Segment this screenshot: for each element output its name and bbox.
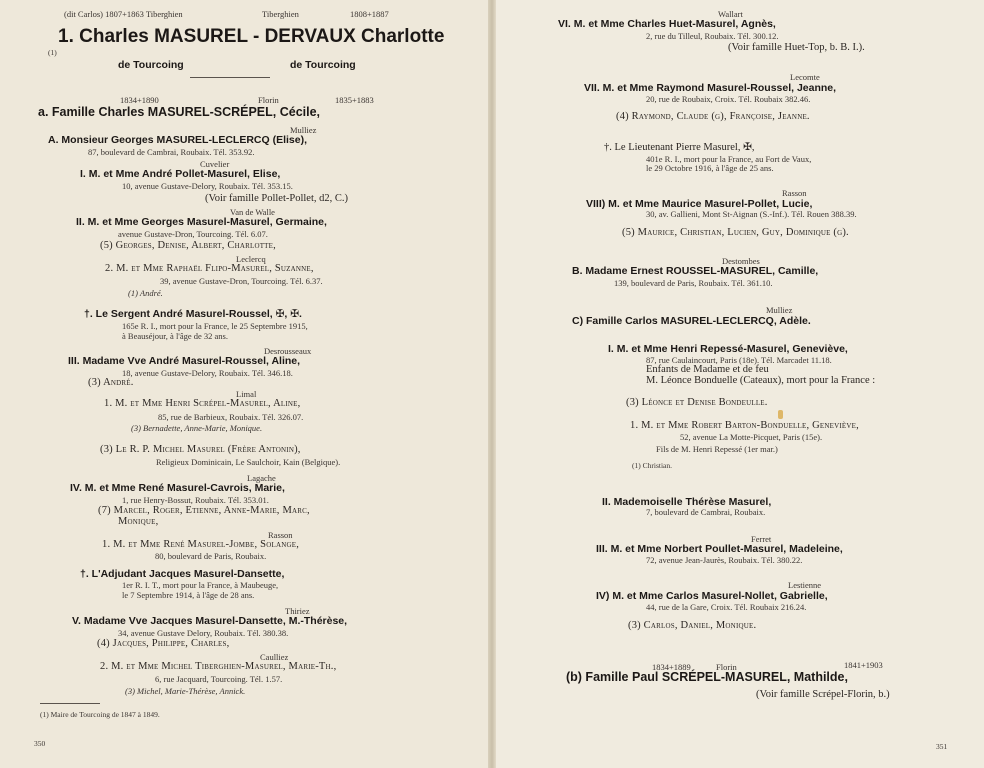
entry-address: 20, rue de Roubaix, Croix. Tél. Roubaix 382.46.	[646, 94, 811, 104]
title-rule	[190, 77, 270, 78]
death-note: le 7 Septembre 1914, à l'âge de 28 ans.	[122, 590, 255, 600]
entry-address: Religieux Dominicain, Le Saulchoir, Kain (Belgique).	[156, 457, 341, 467]
family-a-years: 1834+1890	[120, 95, 159, 105]
family-b-heading: (b) Famille Paul SCRÉPEL-MASUREL, Mathilde,	[566, 670, 848, 684]
family-a-heading: a. Famille Charles MASUREL-SCRÉPEL, Cécile,	[38, 105, 321, 119]
entry-heading: VII. M. et Mme Raymond Masurel-Roussel, Jeanne,	[584, 82, 837, 94]
maiden-name: Rasson	[268, 530, 293, 540]
footnote-rule	[40, 703, 100, 704]
children-list: (7) Marcel, Roger, Etienne, Anne-Marie, Marc,	[98, 505, 310, 516]
maiden-name: Desrousseaux	[264, 346, 312, 356]
maiden-name: Lagache	[247, 473, 276, 483]
entry-address: 87, rue Caulaincourt, Paris (18e). Tél. Marcadet 11.18.	[646, 355, 832, 365]
entry-address: 6, rue Jacquard, Tourcoing. Tél. 1.57.	[155, 674, 283, 684]
maiden-name: Destombes	[722, 256, 760, 266]
children-list: (3) Bernadette, Anne-Marie, Monique.	[131, 423, 263, 433]
entry-address: avenue Gustave-Dron, Tourcoing. Tél. 6.07.	[118, 229, 268, 239]
ink-stain	[778, 410, 783, 419]
death-note: 401e R. I., mort pour la France, au Fort de Vaux,	[646, 154, 812, 164]
maiden-name: Caulliez	[260, 652, 289, 662]
children-list: (3) Carlos, Daniel, Monique.	[628, 620, 757, 631]
origin-left: de Tourcoing	[118, 59, 184, 71]
family-a-years-2: 1835+1883	[335, 95, 374, 105]
maiden-name: Van de Walle	[230, 207, 275, 217]
maiden-name: Ferret	[751, 534, 772, 544]
entry-address: 7, boulevard de Cambrai, Roubaix.	[646, 507, 766, 517]
entry-heading: 1. M. et Mme René Masurel-Jombe, Solange,	[102, 539, 300, 550]
cross-reference: (Voir famille Huet-Top, b. B. I.).	[728, 42, 865, 53]
footnote: (1) Maire de Tourcoing de 1847 à 1849.	[40, 710, 160, 719]
page-number: 351	[936, 742, 948, 751]
entry-heading: †. L'Adjudant Jacques Masurel-Dansette,	[80, 568, 285, 580]
family-b-years-2: 1841+1903	[844, 660, 883, 670]
family-b-maiden: Florin	[716, 662, 737, 672]
children-list: (5) Georges, Denise, Albert, Charlotte,	[100, 240, 276, 251]
entry-address: 34, avenue Gustave Delory, Roubaix. Tél. 380.38.	[118, 628, 289, 638]
children-list: (3) Léonce et Denise Bondeulle.	[626, 397, 768, 408]
cross-reference: (Voir famille Pollet-Pollet, d2, C.)	[205, 193, 349, 204]
note-line: Enfants de Madame et de feu	[646, 364, 769, 375]
children-list: (5) Maurice, Christian, Lucien, Guy, Dominique (g).	[622, 227, 849, 238]
children-list: (1) Christian.	[632, 461, 672, 470]
maiden-name: Thiriez	[285, 606, 310, 616]
entry-address: 139, boulevard de Paris, Roubaix. Tél. 361.10.	[614, 278, 773, 288]
maiden-name: Mulliez	[766, 305, 793, 315]
note-line: M. Léonce Bonduelle (Cateaux), mort pour la France :	[646, 375, 876, 386]
family-b-years: 1834+1889	[652, 662, 691, 672]
entry-heading: 2. M. et Mme Michel Tiberghien-Masurel, Marie-Th.,	[100, 661, 337, 672]
note-line: Fils de M. Henri Repessé (1er mar.)	[656, 444, 778, 454]
book-gutter	[488, 0, 496, 768]
header-years-left: (dit Carlos) 1807+1863 Tiberghien	[64, 9, 183, 19]
entry-address: 85, rue de Barbieux, Roubaix. Tél. 326.07.	[158, 412, 304, 422]
entry-address: 39, avenue Gustave-Dron, Tourcoing. Tél. 6.37.	[160, 276, 323, 286]
left-page	[0, 0, 490, 768]
entry-address: 18, avenue Gustave-Delory, Roubaix. Tél. 346.18.	[122, 368, 293, 378]
entry-heading: VIII) M. et Mme Maurice Masurel-Pollet, Lucie,	[586, 198, 813, 210]
page-number: 350	[34, 739, 46, 748]
entry-address: 10, avenue Gustave-Delory, Roubaix. Tél. 353.15.	[122, 181, 293, 191]
entry-heading: 1. M. et Mme Henri Scrépel-Masurel, Aline,	[104, 398, 301, 409]
maiden-name: Lecomte	[790, 72, 820, 82]
entry-heading: †. Le Lieutenant Pierre Masurel, ✠,	[604, 142, 755, 153]
maiden-name: Mulliez	[290, 125, 317, 135]
entry-heading: I. M. et Mme Henri Repessé-Masurel, Geneviève,	[608, 343, 848, 355]
right-page	[490, 0, 984, 768]
entry-heading: (3) Le R. P. Michel Masurel (Frère Antonin),	[100, 444, 301, 455]
entry-heading: IV. M. et Mme René Masurel-Cavrois, Marie,	[70, 482, 285, 494]
children-list: (1) André.	[128, 288, 163, 298]
death-note: le 29 Octobre 1916, à l'âge de 25 ans.	[646, 163, 774, 173]
entry-heading: 1. M. et Mme Robert Barton-Bonduelle, Geneviève,	[630, 420, 859, 431]
entry-address: 30, av. Gallieni, Mont St-Aignan (S.-Inf.). Tél. Rouen 388.39.	[646, 209, 857, 219]
entry-address: 44, rue de la Gare, Croix. Tél. Roubaix 216.24.	[646, 602, 807, 612]
entry-heading: B. Madame Ernest ROUSSEL-MASUREL, Camille,	[572, 265, 819, 277]
page-title: 1. Charles MASUREL - DERVAUX Charlotte	[58, 26, 445, 47]
entry-heading: III. Madame Vve André Masurel-Roussel, Aline,	[68, 355, 301, 367]
children-list: (4) Jacques, Philippe, Charles,	[97, 638, 230, 649]
children-list: (4) Raymond, Claude (g), Françoise, Jeanne.	[616, 111, 810, 122]
maiden-name: Leclercq	[236, 254, 266, 264]
children-list: (3) André.	[88, 377, 134, 388]
entry-heading: II. M. et Mme Georges Masurel-Masurel, Germaine,	[76, 216, 327, 228]
entry-heading: 2. M. et Mme Raphaël Flipo-Masurel, Suzanne,	[105, 263, 314, 274]
family-a-maiden: Florin	[258, 95, 279, 105]
entry-heading: C) Famille Carlos MASUREL-LECLERCQ, Adèle.	[572, 315, 811, 327]
maiden-name: Lestienne	[788, 580, 822, 590]
death-note: 165e R. I., mort pour la France, le 25 Septembre 1915,	[122, 321, 308, 331]
header-years-right: 1808+1887	[350, 9, 389, 19]
maiden-name: Wallart	[718, 9, 743, 19]
entry-heading: V. Madame Vve Jacques Masurel-Dansette, M.-Thérèse,	[72, 615, 348, 627]
death-note: à Beauséjour, à l'âge de 32 ans.	[122, 331, 228, 341]
title-note: (1)	[48, 48, 57, 57]
cross-reference: (Voir famille Scrépel-Florin, b.)	[756, 689, 890, 700]
entry-address: 52, avenue La Motte-Picquet, Paris (15e).	[680, 432, 823, 442]
maiden-name: Cuvelier	[200, 159, 230, 169]
entry-heading: III. M. et Mme Norbert Poullet-Masurel, Madeleine,	[596, 543, 843, 555]
children-list: Monique,	[118, 516, 159, 527]
entry-heading: IV) M. et Mme Carlos Masurel-Nollet, Gabrielle,	[596, 590, 828, 602]
entry-address: 1, rue Henry-Bossut, Roubaix. Tél. 353.01.	[122, 495, 269, 505]
entry-heading: I. M. et Mme André Pollet-Masurel, Elise,	[80, 168, 281, 180]
entry-heading: II. Mademoiselle Thérèse Masurel,	[602, 496, 772, 508]
header-maiden: Tiberghien	[262, 9, 299, 19]
maiden-name: Rasson	[782, 188, 807, 198]
death-note: 1er R. I. T., mort pour la France, à Maubeuge,	[122, 580, 279, 590]
entry-heading: †. Le Sergent André Masurel-Roussel, ✠, ✠.	[84, 308, 302, 320]
maiden-name: Limal	[236, 389, 257, 399]
origin-right: de Tourcoing	[290, 59, 356, 71]
entry-heading: VI. M. et Mme Charles Huet-Masurel, Agnès,	[558, 18, 776, 30]
entry-address: 87, boulevard de Cambrai, Roubaix. Tél. 353.92.	[88, 147, 255, 157]
children-list: (3) Michel, Marie-Thérèse, Annick.	[125, 686, 246, 696]
entry-address: 72, avenue Jean-Jaurès, Roubaix. Tél. 380.22.	[646, 555, 803, 565]
entry-heading: A. Monsieur Georges MASUREL-LECLERCQ (Elise),	[48, 134, 308, 146]
entry-address: 80, boulevard de Paris, Roubaix.	[155, 551, 267, 561]
entry-address: 2, rue du Tilleul, Roubaix. Tél. 300.12.	[646, 31, 779, 41]
